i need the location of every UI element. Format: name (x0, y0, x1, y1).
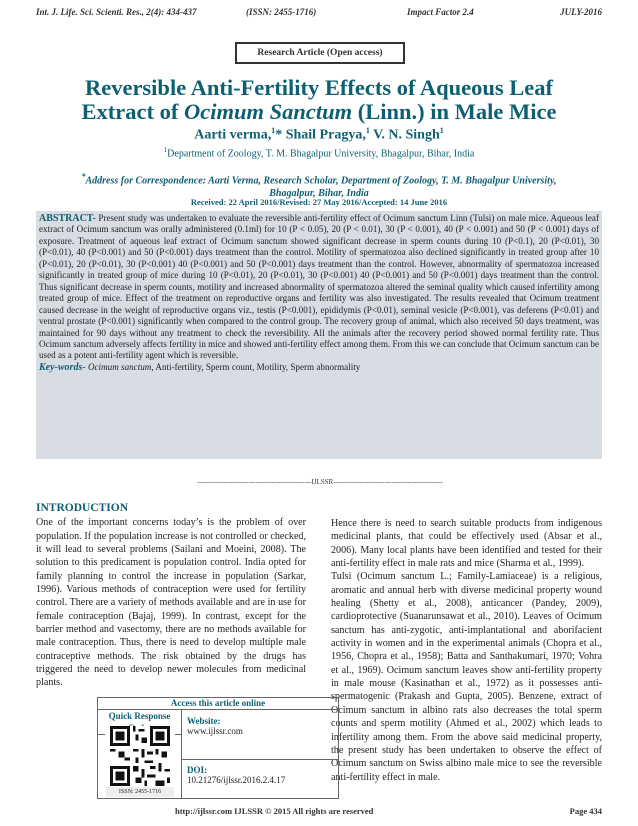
abstract-label: ABSTRACT- (39, 213, 96, 224)
qr-cell (98, 710, 182, 799)
website-cell (182, 710, 339, 760)
section-divider: -------------------------------------------------IJLSSR----------------------------------------------- (197, 478, 443, 486)
website-label: Website: (187, 716, 221, 726)
doi-link[interactable]: 10.21276/ijlssr.2016.2.4.17 (187, 775, 286, 785)
keywords: Key-words- Ocimum sanctum, Anti-fertility, Sperm count, Motility, Sperm abnormality (39, 361, 361, 373)
access-box-title: Access this article online (98, 698, 338, 710)
doi-cell (182, 760, 339, 799)
article-type-badge: Research Article (Open access) (235, 42, 405, 64)
doi-label: DOI: (187, 765, 207, 775)
page-number: Page 434 (569, 806, 602, 816)
title-line-1: Reversible Anti-Fertility Effects of Aqueous Leaf (84, 75, 554, 100)
impact-factor: Impact Factor 2.4 (407, 7, 474, 17)
abstract-text: Present study was undertaken to evaluate the reversible anti-fertility effect of Ocimum sanctum Linn (Tulsi) on male mice. Aqueous leaf extract of Ocimum sanctum was orally administered (0.1ml) for 10 (P < 0.05), 20 (P < 0.01), 30 (P < 0.001), 40 (P < 0.001) and 50 (P < 0.001) days of exposure. Treatment of aqueous leaf extract of Ocimum sanctum showed significant decrease in sperm counts during 10 (P<0.1), 20 (P<0.01), 30 (P<0.01), 40 (P<0.001) and 50 (P<0.001) days treatment than the control. Motility of spermatozoa also declined significantly in treated group after 10 (P<0.01), 20 (P<0.01), 30 (P<0.001) 40 (P<0.001) and 50 (P<0.001) days treatment than the control. However, abnormality of spermatozoa increased significantly in treated group of mice during 10 (P<0.01), 20 (P<0.01), 30 (P<0.001) 40 (P<0.001) and 50 (P<0.001) days treatment than the control. Thus significant decrease in sperm counts, motility and increased abnormality of spermatozoa altered the seminal quality which caused infertility among treated group of mice. Effect of the treatment on reproductive organs and fertility was also investigated. The results revealed that Ocimum treatment caused decrease in the weight of reproductive organs viz., testis (P<0.001), epididymis (P<0.01), seminal vesicle (P<0.001), vas deferens (P<0.01) and ventral prostate (P<0.001) significantly when compared to the control group. The recovery group of animal, which also received 50 days treatment, was maintained for 90 days without any treatment to check the reversibility. All the animals after the recovery period showed normal fertility rate. Thus Ocimum sanctum adversely affects fertility in mice and showed anti-fertility effect among them. From this we can conclude that Ocimum sanctum can be used as a potent anti-fertility agent which is reversible. (39, 213, 599, 361)
abstract-box (36, 211, 602, 459)
issue-date: JULY-2016 (560, 7, 602, 17)
issn: (ISSN: 2455-1716) (246, 7, 317, 17)
affiliation: $^1$Department of Zoology, T. M. Bhagalpur University, Bhagalpur, Bihar, India (163, 146, 475, 160)
paper-title (20, 76, 618, 124)
introduction-paragraph-right-2: Tulsi (Ocimum sanctum L.; Family-Lamiaceae) is a religious, aromatic and annual herb with diverse medicinal property wound healing (Shetty et al., 2008), anticancer (Pandey, 2009), cardioprotective (Suanarunsawat et al., 2010). Leaves of Ocimum sanctum has anti-zygotic, anti-implantational and aborifacient activity in women and in the experimental animals (Chopra et al., 1956, Chopra et al., 1958); Batta and Santhakumari, 1970; Vohra et al., 1969). Ocimum sanctum leaves show anti-fertility property in male mouse (Kasinathan et al., 1972) as it possesses anti-spermatogenic (Prakash and Gupta, 2005). Benzene, extract of Ocimum sanctum in albino rats also decreases the total sperm counts and sperm motility (Ahmed et al., 2002) which leads to infertility among them. From the above said medicinal property, the present study has been undertaken to observe the effect of Ocimum sanctum on Swiss albino male mice to see the reversible anti-fertility effect in male. (331, 571, 602, 783)
qr-label: Quick Response (98, 710, 181, 735)
journal-citation: Int. J. Life. Sci. Scienti. Res., 2(4): 434-437 (36, 7, 197, 17)
right-column (331, 517, 602, 784)
footer-copyright[interactable]: http://ijlssr.com IJLSSR © 2015 All rights are reserved (175, 806, 374, 816)
left-column (36, 502, 306, 690)
author-list: Aarti verma,$^1$* Shail Pragya,$^1$ V. N. Singh$^1$ (194, 126, 444, 143)
received-dates: Received: 22 April 2016/Revised: 27 May 2016/Accepted: 14 June 2016 (190, 197, 448, 207)
title-line-2: Extract of Ocimum Sanctum (Linn.) in Male Mice (81, 99, 557, 124)
access-online-box (97, 697, 339, 799)
introduction-paragraph-left: One of the important concerns today’s is the problem of over population. If the population increase is not controlled or checked, it will lead to several problems (Sailani and Moeini, 2008). The solution to this predicament is population control. India opted for family planning to control the increase in population (Sarkar, 1996). Various methods of contraception were used for fertility control. There are a variety of methods available and are in use for female contraception (Bajaj, 1999). In contrast, except for the barrier method and vasectomy, there are no methods available for male contraception. Thus, there is need to develop multiple male contraceptive methods. The risk obtained by the drugs has triggered the need to develop newer molecules from medicinal plants. (36, 517, 306, 689)
qr-issn: ISSN: 2455-1716 (106, 787, 174, 797)
correspondence-address: *Address for Correspondence: Aarti Verma, Research Scholar, Department of Zoology, T. M. Bhagalpur University, Bhagalpur, Bihar, India (81, 172, 557, 200)
website-link[interactable]: www.ijlssr.com (187, 726, 243, 736)
introduction-paragraph-right-1: Hence there is need to search suitable products from indigenous medicinal plants, that could be effectively used (Absar et al., 2006). Many local plants have been identified and tested for their anti-fertility effect in male rats and mice (Sharma et al., 1999). (331, 518, 602, 570)
qr-code-icon[interactable] (105, 726, 175, 786)
introduction-heading: INTRODUCTION (36, 502, 129, 514)
